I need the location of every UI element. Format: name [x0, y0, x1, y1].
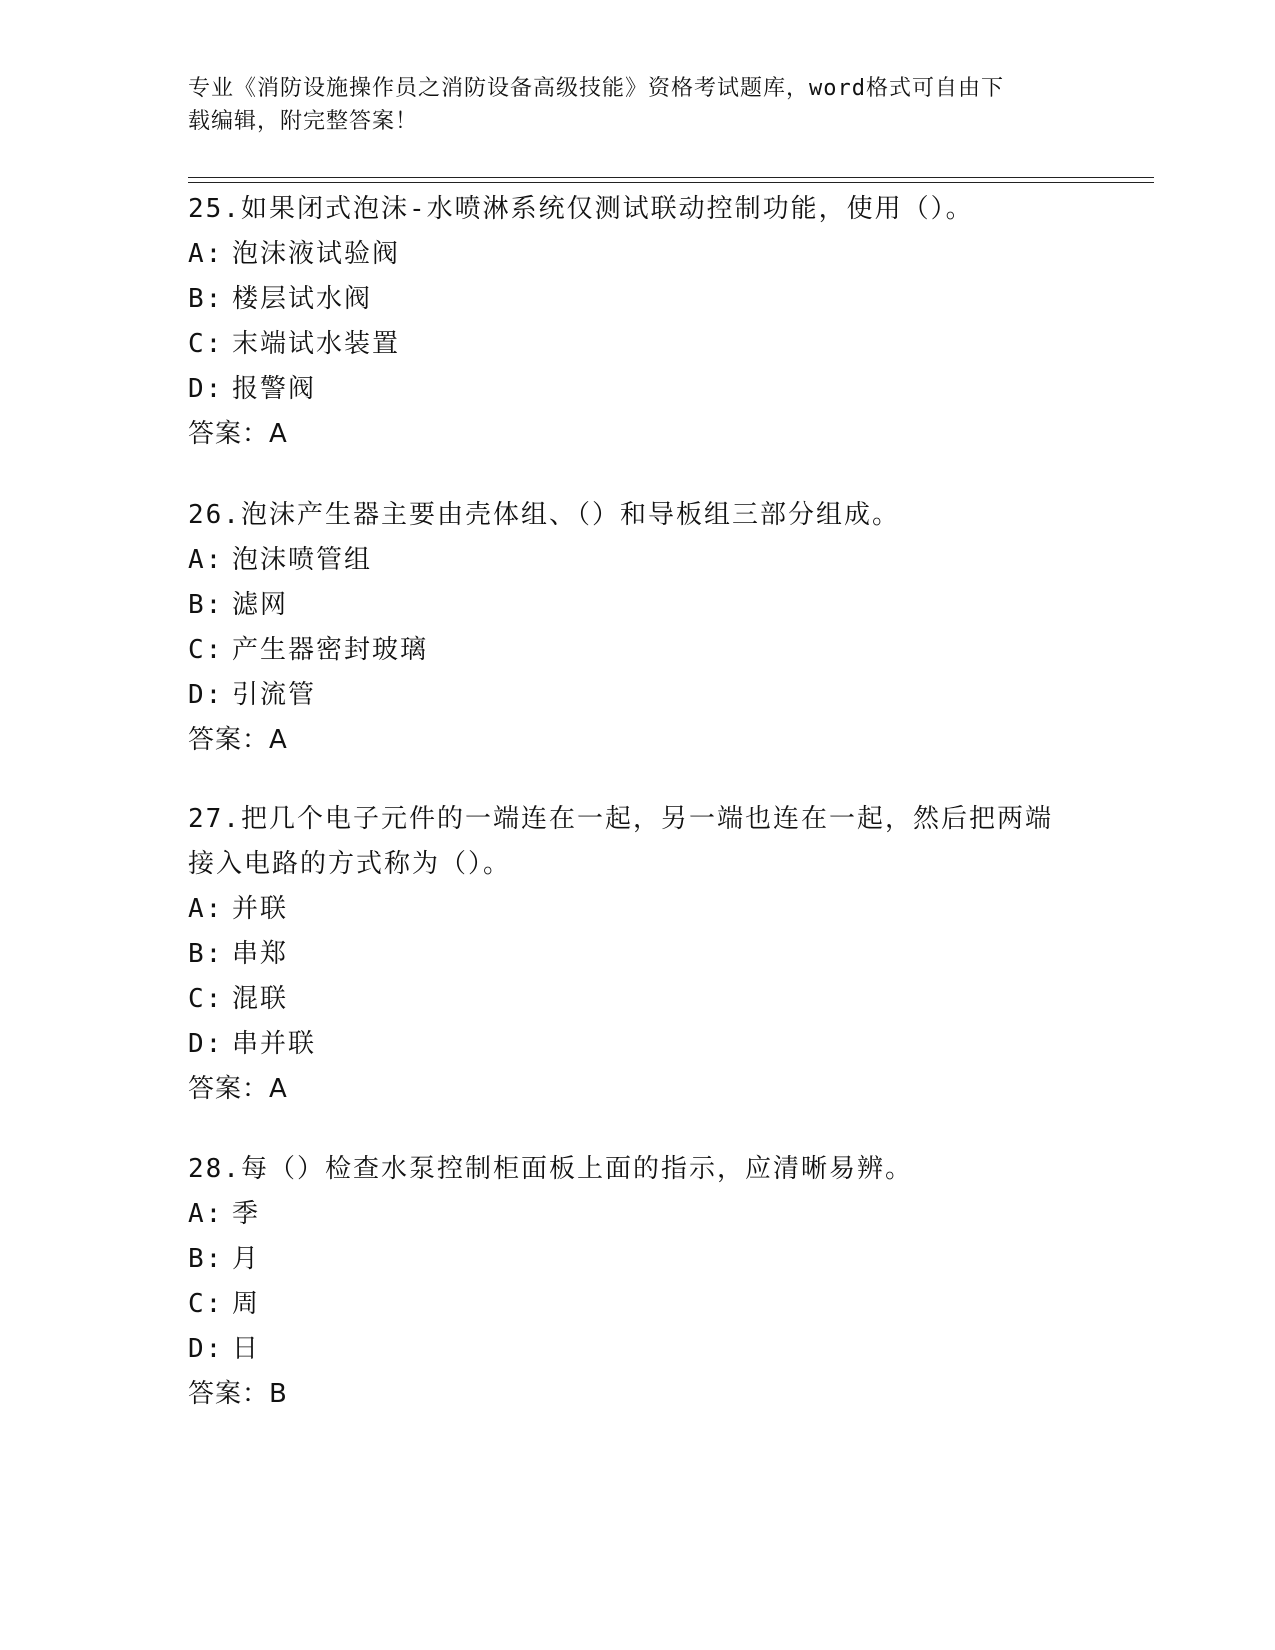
option-c [188, 628, 1088, 673]
option-letter: D: [188, 374, 224, 404]
option-a [188, 232, 1088, 277]
header-line-2: 载编辑，附完整答案！ [188, 109, 419, 134]
option-d [188, 1022, 1088, 1067]
option-text: 楼层试水阀 [232, 284, 373, 314]
option-text: 泡沫液试验阀 [232, 239, 401, 269]
option-text: 串郑 [232, 939, 289, 969]
option-letter: A: [188, 1199, 224, 1229]
question-stem: 26.泡沫产生器主要由壳体组、（）和导板组三部分组成。 [188, 500, 900, 530]
option-letter: C: [188, 984, 224, 1014]
option-letter: A: [188, 894, 224, 924]
option-text: 月 [232, 1244, 261, 1274]
answer-label: 答案：B [188, 1379, 288, 1409]
option-d [188, 673, 1088, 718]
option-letter: D: [188, 680, 224, 710]
option-text: 并联 [232, 894, 289, 924]
option-letter: B: [188, 1244, 224, 1274]
option-letter: A: [188, 239, 224, 269]
document-header [188, 72, 1068, 138]
option-text: 泡沫喷管组 [232, 545, 373, 575]
option-text: 报警阀 [232, 374, 317, 404]
option-letter: D: [188, 1029, 224, 1059]
question-27 [188, 797, 1088, 1112]
option-text: 末端试水装置 [232, 329, 401, 359]
option-b [188, 277, 1088, 322]
option-a [188, 887, 1088, 932]
option-c [188, 1282, 1088, 1327]
option-letter: C: [188, 329, 224, 359]
option-text: 混联 [232, 984, 289, 1014]
answer-label: 答案：A [188, 1074, 288, 1104]
option-letter: B: [188, 284, 224, 314]
header-divider-top [188, 177, 1154, 178]
question-28 [188, 1147, 1088, 1417]
question-26 [188, 493, 1088, 763]
option-b [188, 583, 1088, 628]
option-c [188, 977, 1088, 1022]
option-letter: C: [188, 1289, 224, 1319]
option-a [188, 1192, 1088, 1237]
option-letter: B: [188, 939, 224, 969]
question-stem-line-1: 27.把几个电子元件的一端连在一起，另一端也连在一起，然后把两端 [188, 804, 1053, 834]
option-letter: D: [188, 1334, 224, 1364]
question-stem: 25.如果闭式泡沫-水喷淋系统仅测试联动控制功能，使用（）。 [188, 194, 974, 224]
option-text: 季 [232, 1199, 261, 1229]
option-text: 周 [232, 1289, 261, 1319]
question-stem-line-2: 接入电路的方式称为（）。 [188, 849, 512, 879]
answer-label: 答案：A [188, 725, 288, 755]
option-letter: C: [188, 635, 224, 665]
option-d [188, 1327, 1088, 1372]
option-text: 产生器密封玻璃 [232, 635, 429, 665]
header-line-1: 专业《消防设施操作员之消防设备高级技能》资格考试题库，word格式可自由下 [188, 76, 1004, 101]
answer-label: 答案：A [188, 419, 288, 449]
question-25 [188, 187, 1088, 457]
option-b [188, 932, 1088, 977]
option-letter: B: [188, 590, 224, 620]
header-divider-bottom [188, 182, 1154, 183]
option-d [188, 367, 1088, 412]
option-c [188, 322, 1088, 367]
option-a [188, 538, 1088, 583]
option-text: 滤网 [232, 590, 289, 620]
option-text: 日 [232, 1334, 261, 1364]
option-b [188, 1237, 1088, 1282]
option-letter: A: [188, 545, 224, 575]
question-stem: 28.每（）检查水泵控制柜面板上面的指示，应清晰易辨。 [188, 1154, 913, 1184]
option-text: 串并联 [232, 1029, 317, 1059]
option-text: 引流管 [232, 680, 317, 710]
